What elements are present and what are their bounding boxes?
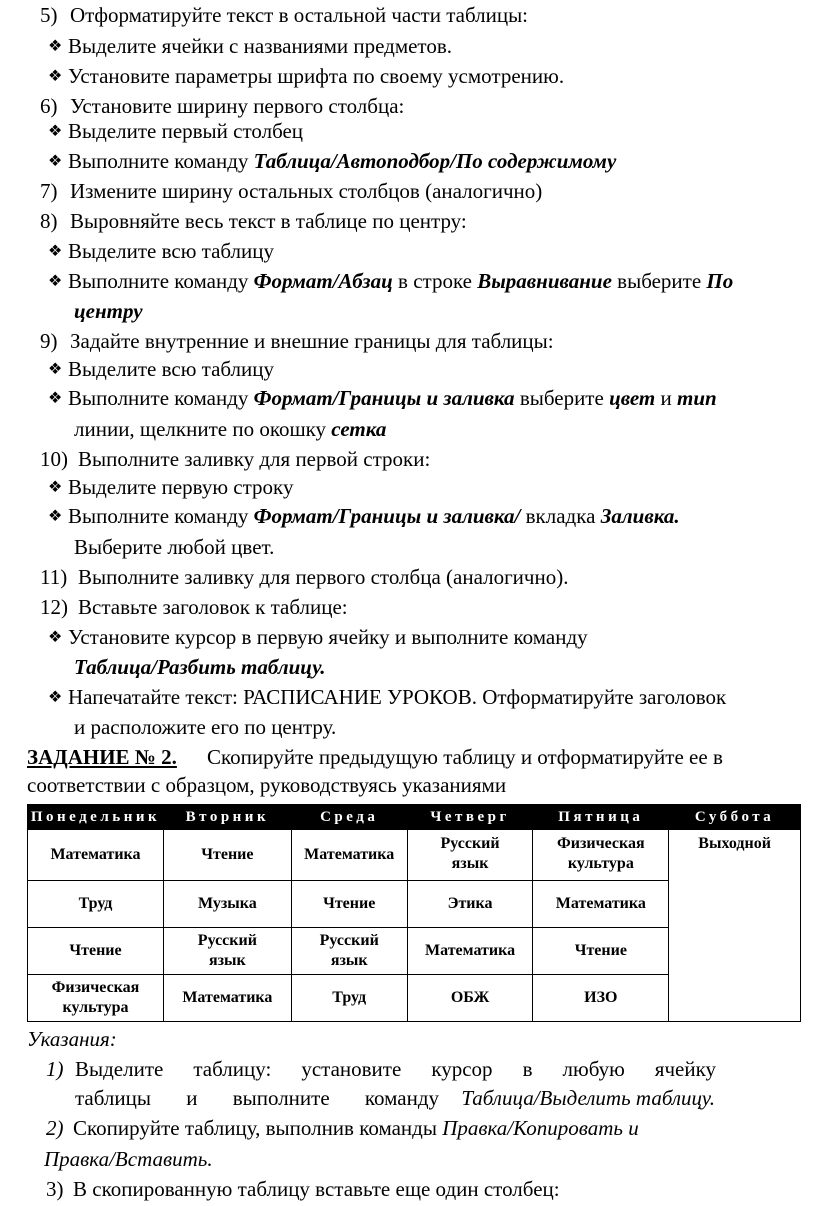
table-cell: Математика: [163, 975, 291, 1022]
command-text: центру: [74, 299, 143, 323]
step-number: 11): [40, 565, 68, 589]
instruction-text: В скопированную таблицу вставьте еще один столбец:: [73, 1177, 560, 1201]
bullet-text: Выделите первую строку: [68, 475, 294, 499]
diamond-bullet-icon: ❖: [48, 479, 63, 496]
step-text: Задайте внутренние и внешние границы для таблицы:: [70, 329, 554, 353]
table-row: [28, 830, 801, 881]
step-number: 6): [40, 94, 58, 118]
bullet-text: Выделите всю таблицу: [68, 239, 275, 263]
header-friday: Пятница: [533, 805, 669, 830]
table-cell: ОБЖ: [407, 975, 533, 1022]
bullet-text: Выполните команду: [68, 269, 254, 293]
step-text: Отформатируйте текст в остальной части таблицы:: [70, 3, 529, 27]
instructions-heading-text: Указания:: [27, 1027, 117, 1051]
instruction-number: 3): [46, 1177, 64, 1201]
connector-text: вкладка: [520, 504, 601, 528]
connector-text: выберите: [611, 269, 707, 293]
command-text: По: [706, 269, 734, 293]
table-cell: ИЗО: [533, 975, 669, 1022]
table-cell: Чтение: [28, 928, 164, 975]
step-number: 12): [40, 595, 68, 619]
step-text: Вставьте заголовок к таблице:: [78, 595, 348, 619]
command-text: тип: [677, 386, 717, 410]
bullet-text: Выделите всю таблицу: [68, 357, 275, 381]
command-text: Заливка.: [600, 504, 680, 528]
table-cell: Физическая культура: [28, 975, 164, 1022]
diamond-bullet-icon: ❖: [48, 361, 63, 378]
continuation-text: линии, щелкните по окошку: [74, 417, 332, 441]
table-cell: Русский язык: [291, 928, 407, 975]
bullet-text: Выполните команду: [68, 504, 254, 528]
task-text: Скопируйте предыдущую таблицу и отформатируйте ее в: [207, 745, 723, 769]
header-monday: Понедельник: [28, 805, 164, 830]
task-text: соответствии с образцом, руководствуясь указаниями: [27, 773, 507, 797]
diamond-bullet-icon: ❖: [48, 390, 63, 407]
instruction-number: 2): [46, 1116, 64, 1140]
step-text: Выполните заливку для первого столбца (аналогично).: [78, 565, 569, 589]
step-number: 10): [40, 447, 68, 471]
diamond-bullet-icon: ❖: [48, 243, 63, 260]
bullet-text: Установите курсор в первую ячейку и выполните команду: [68, 625, 588, 649]
command-text: Формат/Абзац: [253, 269, 393, 293]
diamond-bullet-icon: ❖: [48, 689, 63, 706]
continuation-text: Выберите любой цвет.: [74, 535, 275, 559]
table-header-row: [28, 805, 801, 830]
table-cell: Математика: [28, 830, 164, 881]
command-text: Правка/Вставить.: [44, 1147, 213, 1171]
header-saturday: Суббота: [669, 805, 801, 830]
step-text: Установите ширину первого столбца:: [70, 94, 405, 118]
header-thursday: Четверг: [407, 805, 533, 830]
bullet-text: Напечатайте текст: РАСПИСАНИЕ УРОКОВ. Отформатируйте заголовок: [68, 685, 727, 709]
table-cell: Труд: [28, 881, 164, 928]
command-text: цвет: [609, 386, 656, 410]
table-cell: Физическая культура: [533, 830, 669, 881]
command-text: Выравнивание: [477, 269, 612, 293]
table-cell: Музыка: [163, 881, 291, 928]
header-tuesday: Вторник: [163, 805, 291, 830]
task-label: ЗАДАНИЕ № 2.: [27, 745, 177, 769]
step-text: Измените ширину остальных столбцов (аналогично): [70, 179, 543, 203]
table-cell: Труд: [291, 975, 407, 1022]
command-text: Формат/Границы и заливка/: [253, 504, 521, 528]
diamond-bullet-icon: ❖: [48, 273, 63, 290]
table-cell: Этика: [407, 881, 533, 928]
schedule-table: [27, 804, 801, 1022]
step-number: 9): [40, 329, 58, 353]
command-text: Таблица/Выделить таблицу.: [461, 1086, 715, 1110]
step-number: 5): [40, 3, 58, 27]
diamond-bullet-icon: ❖: [48, 508, 63, 525]
table-cell: Чтение: [163, 830, 291, 881]
table-cell: Русский язык: [407, 830, 533, 881]
diamond-bullet-icon: ❖: [48, 629, 63, 646]
command-text: Формат/Границы и заливка: [253, 386, 515, 410]
bullet-text: Выделите ячейки с названиями предметов.: [68, 34, 452, 58]
step-number: 8): [40, 209, 58, 233]
instruction-text: Скопируйте таблицу, выполнив команды: [73, 1116, 443, 1140]
connector-text: в строке: [392, 269, 478, 293]
command-text: Таблица/Автоподбор/По содержимому: [253, 149, 617, 173]
instruction-text: таблицы и выполните команду: [75, 1086, 440, 1110]
table-cell: Математика: [407, 928, 533, 975]
bullet-text: Выделите первый столбец: [68, 119, 304, 143]
header-wednesday: Среда: [291, 805, 407, 830]
table-cell: Чтение: [291, 881, 407, 928]
diamond-bullet-icon: ❖: [48, 123, 63, 140]
diamond-bullet-icon: ❖: [48, 38, 63, 55]
step-number: 7): [40, 179, 58, 203]
command-text: Правка/Копировать и: [442, 1116, 639, 1140]
table-cell: Чтение: [533, 928, 669, 975]
bullet-text: Выполните команду: [68, 386, 254, 410]
bullet-text: Установите параметры шрифта по своему усмотрению.: [68, 64, 565, 88]
continuation-text: и расположите его по центру.: [74, 715, 337, 739]
table-cell-day-off: Выходной: [669, 830, 801, 1022]
diamond-bullet-icon: ❖: [48, 153, 63, 170]
connector-text: выберите: [514, 386, 610, 410]
bullet-text: Выполните команду: [68, 149, 254, 173]
command-text: Таблица/Разбить таблицу.: [74, 655, 326, 679]
command-text: сетка: [331, 417, 387, 441]
instruction-number: 1): [46, 1057, 64, 1081]
instruction-text: Выделите таблицу: установите курсор в любую ячейку: [75, 1057, 716, 1081]
table-cell: Русский язык: [163, 928, 291, 975]
step-text: Выровняйте весь текст в таблице по центру:: [70, 209, 467, 233]
table-cell: Математика: [533, 881, 669, 928]
connector-text: и: [655, 386, 677, 410]
diamond-bullet-icon: ❖: [48, 68, 63, 85]
step-text: Выполните заливку для первой строки:: [78, 447, 431, 471]
table-cell: Математика: [291, 830, 407, 881]
